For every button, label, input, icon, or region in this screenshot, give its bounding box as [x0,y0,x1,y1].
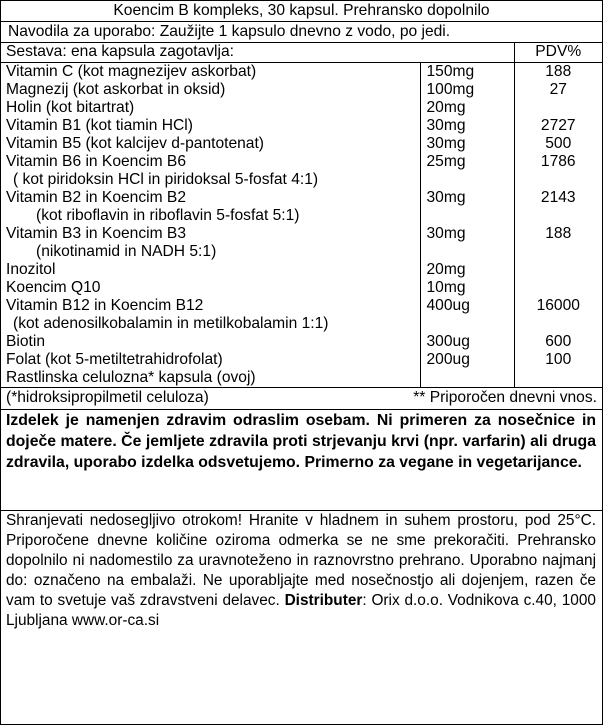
ingredient-pdv: 188 [514,225,602,243]
pdv-header: PDV% [514,43,602,63]
usage-instructions: Navodila za uporabo: Zaužijte 1 kapsulo dnevno z vodo, po jedi. [1,22,602,43]
ingredient-name: Vitamin B3 in Koencim B3 [6,225,186,242]
ingredient-name: Folat (kot 5-metiltetrahidrofolat) [6,351,223,368]
ingredient-row [1,297,602,315]
ingredient-pdv: 600 [514,333,602,351]
ingredient-pdv: 2727 [514,117,602,135]
ingredient-name: Vitamin B1 (kot tiamin HCl) [6,117,193,134]
ingredient-name: Vitamin B5 (kot kalcijev d-pantotenat) [6,135,265,152]
ingredient-row [1,117,602,135]
ingredient-amount: 25mg [420,153,514,171]
footnote-daily-intake: ** Priporočen dnevni vnos. [413,389,597,406]
ingredient-amount: 30mg [420,135,514,153]
ingredient-pdv [514,279,602,297]
ingredient-name: Magnezij (kot askorbat in oksid) [6,81,226,98]
ingredient-amount: 20mg [420,261,514,279]
composition-table [1,43,602,388]
ingredient-row [1,261,602,279]
ingredient-amount: 400ug [420,297,514,315]
ingredient-amount [420,207,514,225]
ingredient-row [1,189,602,207]
ingredient-pdv [514,171,602,189]
ingredient-pdv: 27 [514,81,602,99]
ingredient-row [1,135,602,153]
ingredient-name: (kot adenosilkobalamin in metilkobalamin 1:1) [13,315,329,332]
ingredient-name: Vitamin B6 in Koencim B6 [6,153,186,170]
ingredient-pdv: 500 [514,135,602,153]
footnote-cellulose: (*hidroksipropilmetil celuloza) [6,389,209,406]
ingredient-row [1,369,602,388]
ingredient-amount: 20mg [420,99,514,117]
composition-header: Sestava: ena kapsula zagotavlja: [1,43,514,63]
ingredient-row [1,81,602,99]
composition-header-row [1,43,602,63]
ingredient-name: Koencim Q10 [6,279,101,296]
ingredient-pdv [514,99,602,117]
ingredient-pdv: 188 [514,63,602,82]
ingredient-pdv: 100 [514,351,602,369]
ingredient-row [1,63,602,82]
ingredient-amount [420,369,514,388]
ingredient-pdv [514,207,602,225]
ingredient-name: (nikotinamid in NADH 5:1) [36,243,217,260]
ingredient-name: Biotin [6,333,46,350]
ingredient-amount: 200ug [420,351,514,369]
ingredient-amount [420,315,514,333]
ingredient-name: Vitamin C (kot magnezijev askorbat) [6,63,257,80]
ingredient-amount [420,171,514,189]
storage-text [1,511,602,631]
ingredient-name: Vitamin B2 in Koencim B2 [6,189,186,206]
ingredient-amount: 30mg [420,117,514,135]
ingredient-row [1,333,602,351]
ingredient-row [1,153,602,171]
ingredient-amount [420,243,514,261]
ingredient-row [1,243,602,261]
ingredient-name: Vitamin B12 in Koencim B12 [6,297,204,314]
ingredient-pdv: 2143 [514,189,602,207]
ingredient-row [1,99,602,117]
ingredient-name: ( kot piridoksin HCl in piridoksal 5-fosfat 4:1) [13,171,319,188]
ingredient-amount: 300ug [420,333,514,351]
ingredient-name: (kot riboflavin in riboflavin 5-fosfat 5:1) [36,207,300,224]
ingredient-amount: 30mg [420,189,514,207]
ingredient-row [1,171,602,189]
ingredient-row [1,279,602,297]
ingredient-amount: 100mg [420,81,514,99]
ingredient-name: Inozitol [6,261,56,278]
ingredient-amount: 150mg [420,63,514,82]
ingredient-row [1,351,602,369]
ingredient-row [1,225,602,243]
ingredient-name: Holin (kot bitartrat) [6,99,135,116]
website: www.or-ca.si [71,612,160,629]
distributor-address: : Orix d.o.o. Vodnikova c.40, 1000 Ljubljana [6,592,596,629]
ingredient-amount: 30mg [420,225,514,243]
ingredient-pdv: 1786 [514,153,602,171]
ingredient-pdv [514,369,602,388]
product-title: Koencim B kompleks, 30 kapsul. Prehransko dopolnilo [1,1,602,22]
ingredient-row [1,315,602,333]
warning-text: Izdelek je namenjen zdravim odraslim osebam. Ni primeren za nosečnice in doječe matere. Če jemljete zdravila proti strjevanju krvi (npr. varfarin) ali druga zdravila, uporabo izdelka odsvetujemo. Primerno za vegane in vegetarijance. [1,410,602,511]
storage-instructions: Shranjevati nedosegljivo otrokom! Hranite v hladnem in suhem prostoru, pod 25°C. Priporočene dnevne količine oziroma odmerka se ne sme prekoračiti. Prehransko dopolnilo ni nadomestilo za uravnoteženo in raznovrstno prehrano. Uporabno najmanj do: označeno na embalaži. Ne uporabljajte med nosečnostjo ali dojenjem, razen če vam to svetuje vaš zdravstveni delavec. [6,512,596,609]
ingredient-pdv [514,243,602,261]
ingredient-pdv [514,261,602,279]
ingredient-amount: 10mg [420,279,514,297]
distributor-label: Distributer [284,592,363,609]
ingredient-name: Rastlinska celulozna* kapsula (ovoj) [1,369,420,388]
ingredient-pdv: 16000 [514,297,602,315]
table-footnotes [1,388,602,410]
ingredient-pdv [514,315,602,333]
ingredient-row [1,207,602,225]
